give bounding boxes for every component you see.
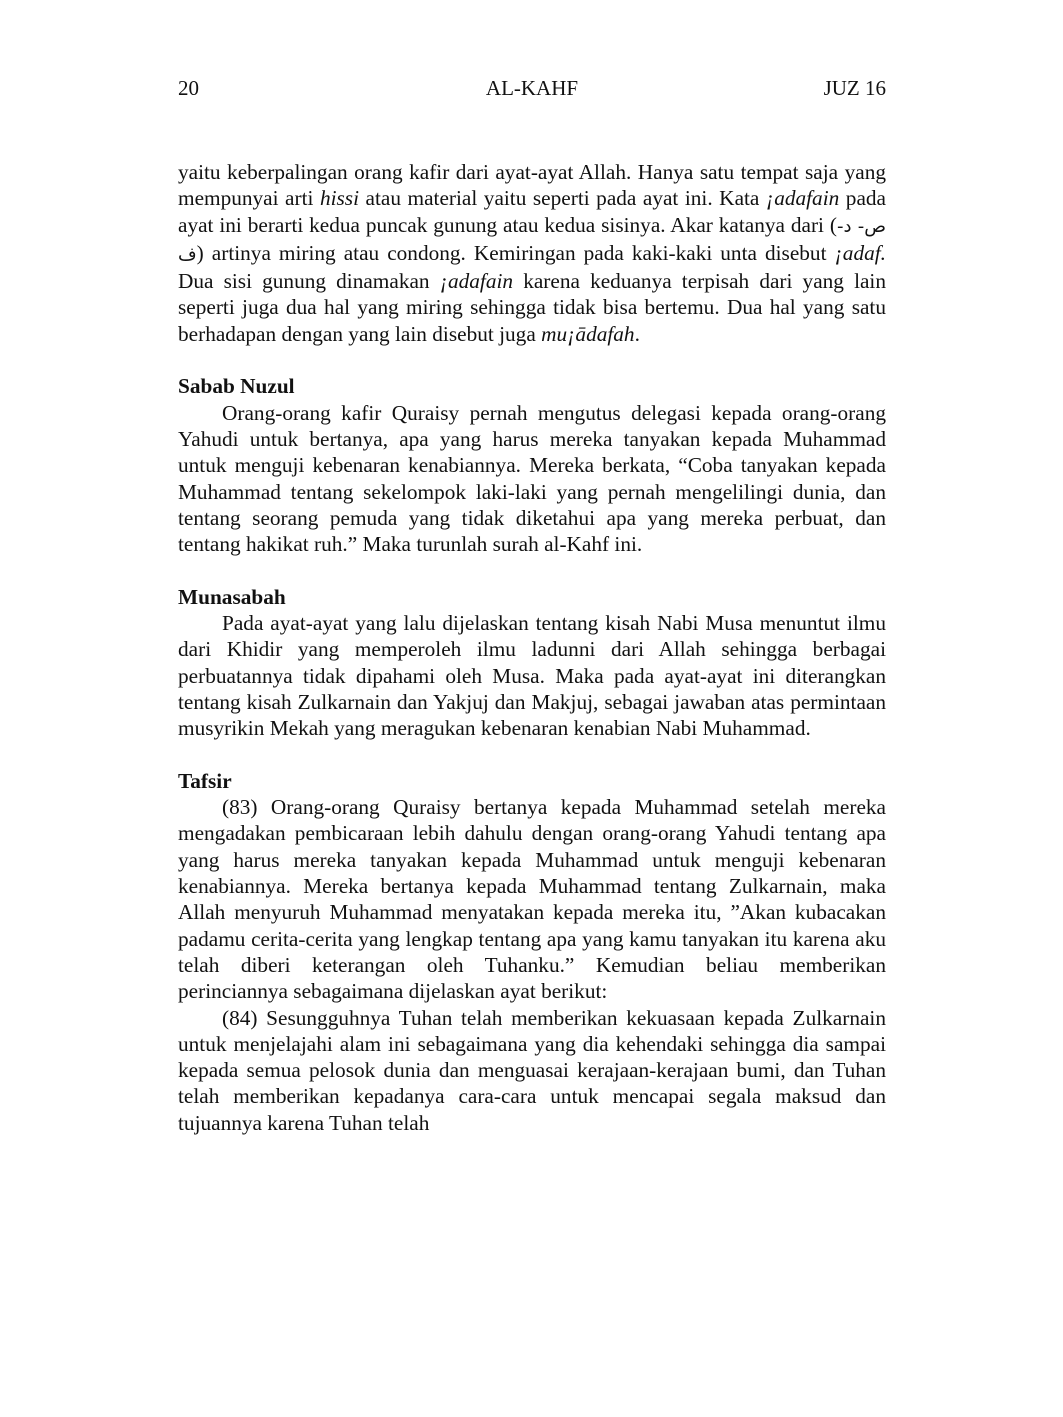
term-adafain-2: ¡adafain <box>439 269 514 294</box>
heading-tafsir: Tafsir <box>178 768 232 793</box>
intro-paragraph <box>178 159 886 347</box>
tafsir-paragraph-83: (83) Orang-orang Quraisy bertanya kepada Muhammad setelah mereka mengadakan pembicaraan lebih dahulu dengan orang-orang Yahudi tentang apa yang harus mereka tanyakan kepada Muhammad untuk menguji kebenaran kenabiannya. Mereka bertanya kepada Muhammad tentang Zulkarnain, maka Allah menyuruh Muhammad menyatakan kepada mereka itu, ”Akan kubacakan padamu cerita-cerita yang lengkap tentang apa yang kamu tanyakan itu karena aku telah diberi keterangan oleh Tuhanku.” Kemudian beliau memberikan perinciannya sebagaimana dijelaskan ayat berikut: <box>178 795 886 1004</box>
munasabah-paragraph: Pada ayat-ayat yang lalu dijelaskan tentang kisah Nabi Musa menuntut ilmu dari Khidir yang memperoleh ilmu ladunni dari Allah sehingga berbagai perbuatannya tidak dipahami oleh Musa. Maka pada ayat-ayat ini diterangkan tentang kisah Zulkarnain dan Yakjuj dan Makjuj, sebagai jawaban atas permintaan musyrikin Mekah yang meragukan kebenaran kenabian Nabi Muhammad. <box>178 611 886 741</box>
spacer <box>178 347 886 373</box>
arabic-root-letters: ص- د- ف <box>178 215 886 265</box>
running-header <box>178 74 886 102</box>
heading-munasabah: Munasabah <box>178 584 286 609</box>
juz-label: JUZ 16 <box>823 76 886 100</box>
term-adafain: ¡adafain <box>765 186 840 211</box>
intro-text-4: ) artinya miring atau condong. Kemiringan pada kaki-kaki unta disebut <box>196 240 835 265</box>
spacer <box>178 742 886 768</box>
intro-text-3: pada ayat ini berarti kedua puncak gunung atau kedua sisinya. Akar katanya dari ( <box>178 186 886 237</box>
tafsir-paragraph-84: (84) Sesungguhnya Tuhan telah memberikan kekuasaan kepada Zulkarnain untuk menjelajahi alam ini sebagaimana yang dia kehendaki sehingga dia sampai kepada semua pelosok dunia dan menguasai kerajaan-kerajaan bumi, dan Tuhan telah memberikan kepadanya cara-cara untuk mencapai segala maksud dan tujuannya karena Tuhan telah <box>178 1005 886 1135</box>
intro-text-2: atau material yaitu seperti pada ayat ini. Kata <box>359 186 766 211</box>
intro-text-7: . <box>634 321 640 346</box>
term-adaf: ¡adaf. <box>834 240 886 265</box>
intro-text-5: Dua sisi gunung dinamakan <box>178 269 440 294</box>
surah-title: AL-KAHF <box>485 76 579 100</box>
page-number: 20 <box>178 76 199 100</box>
term-hissi: hissi <box>319 186 360 211</box>
intro-text-6: karena keduanya terpisah dari yang lain seperti juga dua hal yang miring sehingga tidak bisa bertemu. Dua hal yang satu berhadapan dengan yang lain disebut juga <box>178 269 887 346</box>
heading-sabab-nuzul: Sabab Nuzul <box>178 374 295 399</box>
spacer <box>178 557 886 583</box>
term-muadafah: mu¡ādafah <box>541 321 635 346</box>
intro-text-1: yaitu keberpalingan orang kafir dari ayat-ayat Allah. Hanya satu tempat saja yang mempunyai arti <box>178 160 886 211</box>
page-body <box>178 159 886 1136</box>
sabab-nuzul-paragraph: Orang-orang kafir Quraisy pernah mengutus delegasi kepada orang-orang Yahudi untuk bertanya, apa yang harus mereka tanyakan kepada Muhammad untuk menguji kebenaran kenabiannya. Mereka berkata, “Coba tanyakan kepada Muhammad tentang sekelompok laki-laki yang pernah mengelilingi dunia, dan tentang seorang pemuda yang tidak diketahui apa yang mereka perbuat, dan tentang hakikat ruh.” Maka turunlah surah al-Kahf ini. <box>178 400 886 557</box>
